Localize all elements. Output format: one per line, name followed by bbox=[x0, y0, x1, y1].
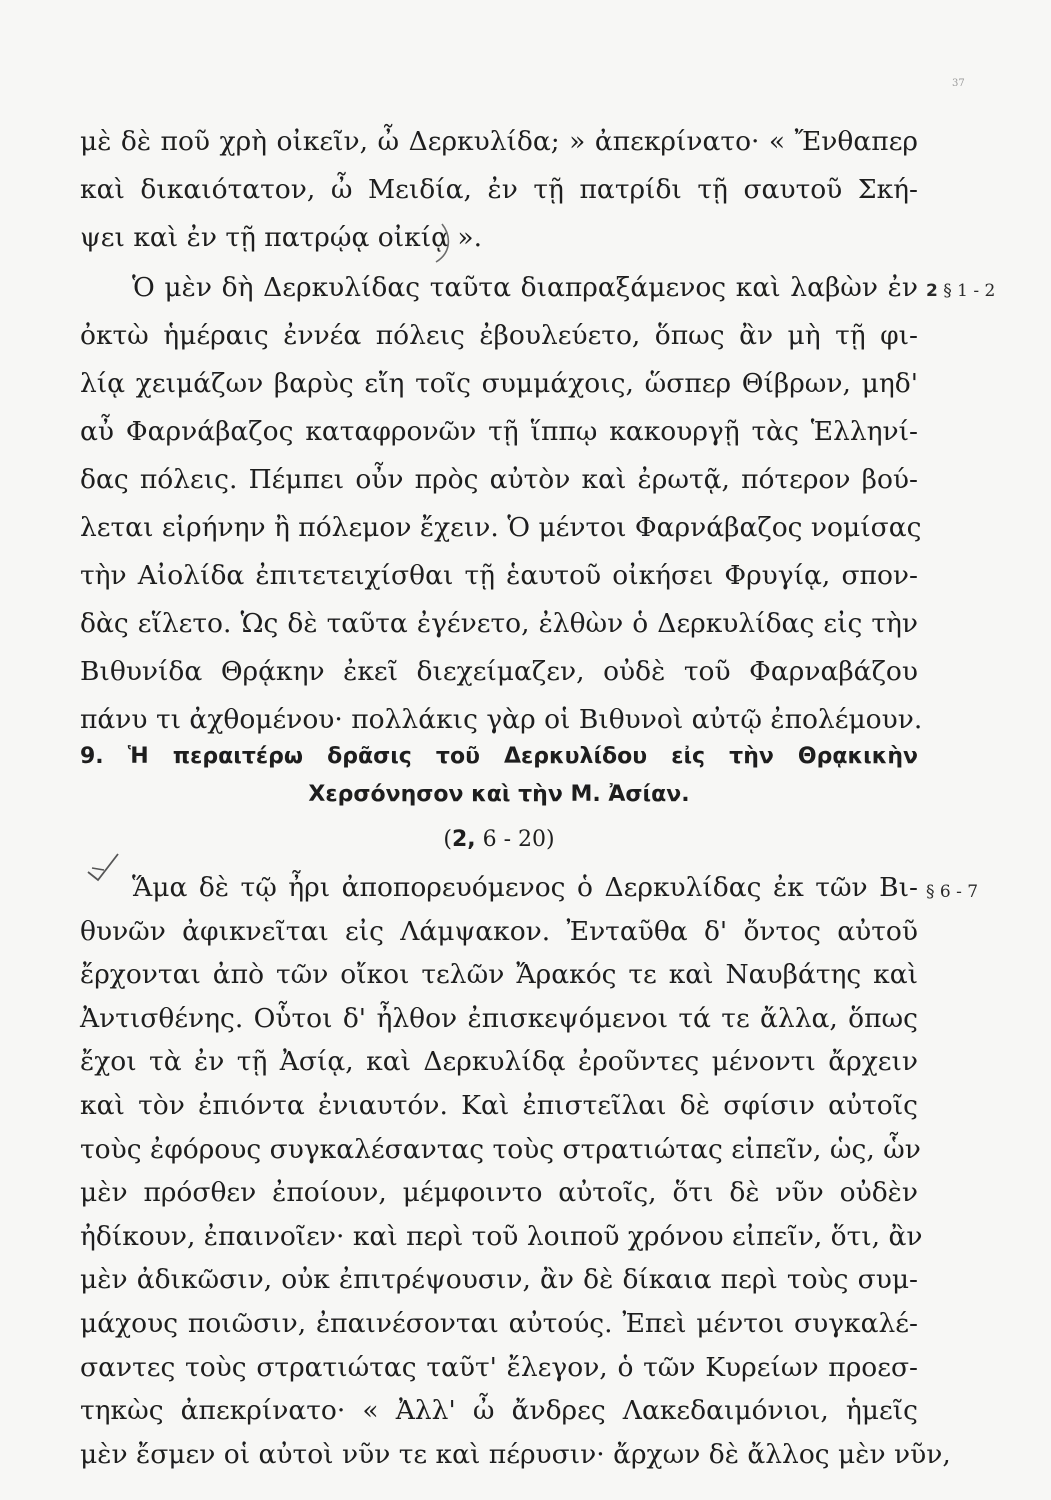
page-mark: 37 bbox=[952, 78, 965, 89]
text-line: μὲ δὲ ποῦ χρὴ οἰκεῖν, ὦ Δερκυλίδα; » ἀπεκρίνατο· « Ἔνθαπερ bbox=[80, 126, 918, 157]
text-line: δὰς εἵλετο. Ὡς δὲ ταῦτα ἐγένετο, ἐλθὼν ὁ Δερκυλίδας εἰς τὴν bbox=[80, 608, 918, 639]
section-range-book: 2, bbox=[451, 827, 476, 852]
text-line: μάχους ποιῶσιν, ἐπαινέσονται αὐτούς. Ἐπεὶ μέντοι συγκαλέ- bbox=[80, 1308, 918, 1339]
text-line: μὲν ἀδικῶσιν, οὐκ ἐπιτρέψουσιν, ἂν δὲ δίκαια περὶ τοὺς συμ- bbox=[80, 1264, 918, 1296]
text-line: Ὁ μὲν δὴ Δερκυλίδας ταῦτα διαπραξάμενος καὶ λαβὼν ἐν bbox=[132, 272, 918, 303]
text-line: ἔχοι τὰ ἐν τῇ Ἀσίᾳ, καὶ Δερκυλίδᾳ ἐροῦντες μένοντι ἄρχειν bbox=[80, 1046, 918, 1078]
text-line: θυνῶν ἀφικνεῖται εἰς Λάμψακον. Ἐνταῦθα δ' ὄντος αὐτοῦ bbox=[80, 915, 918, 947]
text-line: αὖ Φαρνάβαζος καταφρονῶν τῇ ἵππῳ κακουργῇ τὰς Ἑλληνί- bbox=[80, 416, 918, 447]
text-line: τηκὼς ἀπεκρίνατο· « Ἀλλ' ὦ ἄνδρες Λακεδαιμόνιοι, ἡμεῖς bbox=[80, 1395, 918, 1427]
section-title-line2: Χερσόνησον καὶ τὴν Μ. Ἀσίαν. bbox=[308, 782, 690, 807]
text-line: ὀκτὼ ἡμέραις ἐννέα πόλεις ἐβουλεύετο, ὅπως ἂν μὴ τῇ φι- bbox=[80, 320, 918, 351]
text-line: καὶ δικαιότατον, ὦ Μειδία, ἐν τῇ πατρίδι τῇ σαυτοῦ Σκή- bbox=[80, 174, 918, 205]
section-heading bbox=[80, 740, 918, 774]
text-line: μὲν ἔσμεν οἱ αὐτοὶ νῦν τε καὶ πέρυσιν· ἄρχων δὲ ἄλλος μὲν νῦν, bbox=[80, 1438, 951, 1470]
section-title-line1: Ἡ περαιτέρω δρᾶσις τοῦ Δερκυλίδου εἰς τὴν Θρᾳκικὴν bbox=[127, 744, 918, 769]
text-line: λίᾳ χειμάζων βαρὺς εἴη τοῖς συμμάχοις, ὥσπερ Θίβρων, μηδ' bbox=[80, 368, 918, 399]
text-line: Βιθυνίδα Θρᾴκην ἐκεῖ διεχείμαζεν, οὐδὲ τοῦ Φαρναβάζου bbox=[80, 656, 918, 687]
text-line: σαντες τοὺς στρατιώτας ταῦτ' ἔλεγον, ὁ τῶν Κυρείων προεσ- bbox=[80, 1351, 918, 1383]
pencil-tick-icon bbox=[84, 850, 128, 886]
text-line: Ἀντισθένης. Οὗτοι δ' ἦλθον ἐπισκεψόμενοι τά τε ἄλλα, ὅπως bbox=[80, 1002, 918, 1034]
text-line: καὶ τὸν ἐπιόντα ἐνιαυτόν. Καὶ ἐπιστεῖλαι δὲ σφίσιν αὐτοῖς bbox=[80, 1090, 918, 1121]
text-line: τὴν Αἰολίδα ἐπιτετειχίσθαι τῇ ἑαυτοῦ οἰκήσει Φρυγίᾳ, σπον- bbox=[80, 560, 918, 591]
section-range-open: ( bbox=[443, 827, 452, 852]
pencil-mark-icon bbox=[432, 220, 456, 264]
margin-sections: § 1 - 2 bbox=[943, 281, 996, 301]
text-line: ἠδίκουν, ἐπαινοῖεν· καὶ περὶ τοῦ λοιποῦ χρόνου εἰπεῖν, ὅτι, ἂν bbox=[80, 1220, 923, 1252]
text-line: λεται εἰρήνην ἢ πόλεμον ἔχειν. Ὁ μέντοι Φαρνάβαζος νομίσας bbox=[80, 512, 922, 543]
text-line: Ἅμα δὲ τῷ ἦρι ἀποπορευόμενος ὁ Δερκυλίδας ἐκ τῶν Βι- bbox=[132, 872, 918, 903]
section-number: 9. bbox=[80, 744, 104, 769]
section-range-rest: 6 - 20) bbox=[482, 827, 555, 852]
text-line: ψει καὶ ἐν τῇ πατρῴᾳ οἰκίᾳ ». bbox=[80, 222, 483, 253]
text-line: πάνυ τι ἀχθομένου· πολλάκις γὰρ οἱ Βιθυνοὶ αὐτῷ ἐπολέμουν. bbox=[80, 704, 923, 735]
margin-reference bbox=[926, 275, 995, 307]
margin-reference: § 6 - 7 bbox=[926, 882, 979, 902]
margin-book: 2 bbox=[926, 281, 938, 301]
text-line: ἔρχονται ἀπὸ τῶν οἴκοι τελῶν Ἄρακός τε καὶ Ναυβάτης καὶ bbox=[80, 959, 918, 991]
text-line: τοὺς ἐφόρους συγκαλέσαντας τοὺς στρατιώτας εἰπεῖν, ὡς, ὧν bbox=[80, 1133, 921, 1165]
text-line: μὲν πρόσθεν ἐποίουν, μέμφοιντο αὐτοῖς, ὅτι δὲ νῦν οὐδὲν bbox=[80, 1177, 918, 1209]
text-line: δας πόλεις. Πέμπει οὖν πρὸς αὐτὸν καὶ ἐρωτᾷ, πότερον βού- bbox=[80, 464, 918, 495]
section-range bbox=[80, 824, 918, 856]
